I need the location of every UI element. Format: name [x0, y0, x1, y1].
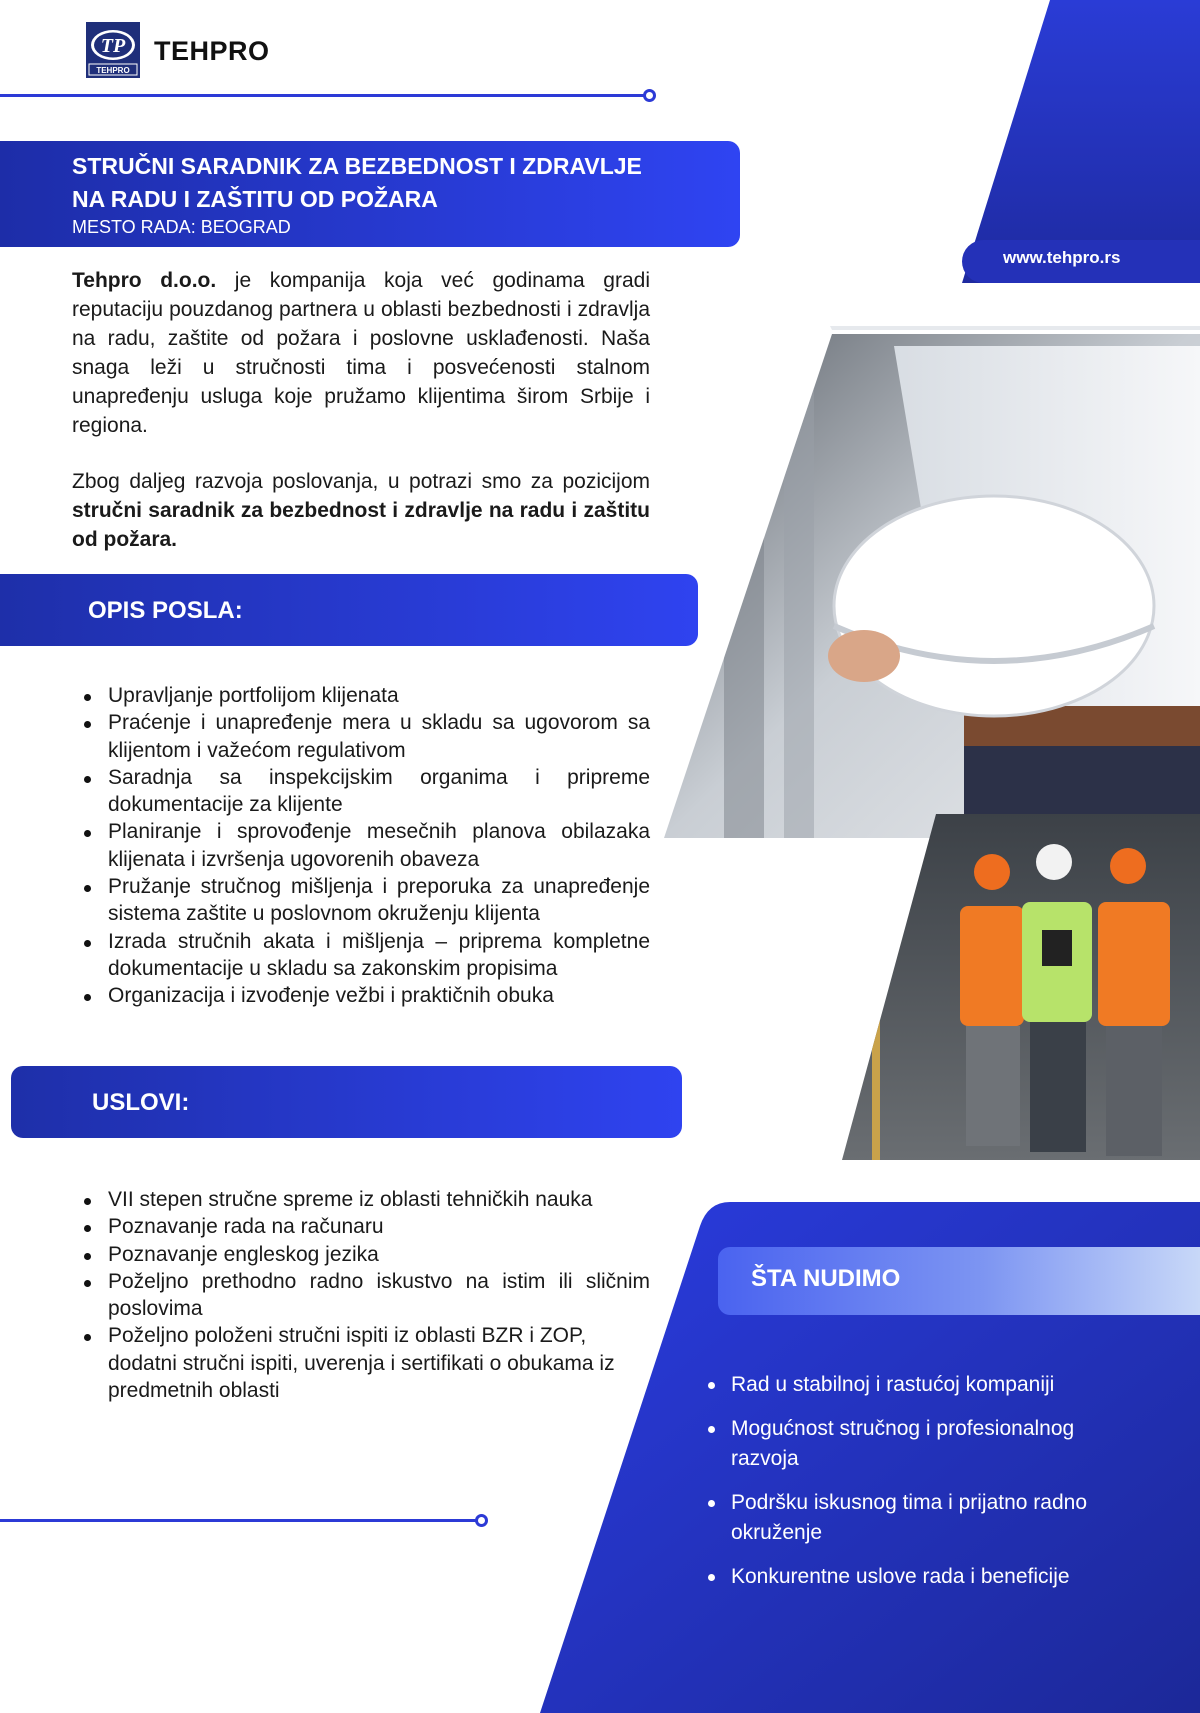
intro-text: je kompanija koja već godinama gradi reputaciju pouzdanog partnera u oblasti bezbednosti i zdravlja na radu, zaštite od požara i poslovne usklađenosti. Naša snaga leži u stručnosti tima i posvećenosti stalnom unapređenju usluga koje pružamo klijentima širom Srbije i regiona. — [72, 269, 650, 437]
list-item: Poznavanje rada na računaru — [84, 1213, 650, 1240]
offer-heading: ŠTA NUDIMO — [751, 1265, 901, 1292]
svg-text:TP: TP — [100, 35, 126, 57]
search-paragraph — [72, 467, 650, 554]
company-name: Tehpro d.o.o. — [72, 269, 217, 292]
list-item: Mogućnost stručnog i profesionalnog razvoja — [708, 1414, 1128, 1474]
website-link[interactable]: www.tehpro.rs — [1003, 248, 1121, 267]
footer-divider — [0, 1519, 478, 1522]
position-name: stručni saradnik za bezbednost i zdravlje na radu i zaštitu od požara. — [72, 499, 650, 551]
list-item: Podršku iskusnog tima i prijatno radno okruženje — [708, 1488, 1128, 1548]
list-item: Konkurentne uslove rada i beneficije — [708, 1562, 1128, 1592]
offer-list — [708, 1370, 1128, 1606]
list-item: Poželjno prethodno radno iskustvo na istim ili sličnim poslovima — [84, 1268, 650, 1323]
list-item: Rad u stabilnoj i rastućoj kompaniji — [708, 1370, 1128, 1400]
header-divider — [0, 94, 644, 97]
list-item: Upravljanje portfolijom klijenata — [84, 682, 650, 709]
job-description-heading: OPIS POSLA: — [88, 597, 243, 624]
job-location: MESTO RADA: BEOGRAD — [72, 217, 291, 237]
header-divider-dot — [643, 89, 656, 102]
job-description-list — [84, 682, 650, 1010]
job-title-line2: NA RADU I ZAŠTITU OD POŽARA — [72, 186, 438, 212]
tehpro-logo — [86, 22, 140, 78]
list-item: Izrada stručnih akata i mišljenja – priprema kompletne dokumentacije u skladu sa zakonskim propisima — [84, 928, 650, 983]
intro-paragraph — [72, 266, 650, 440]
list-item: Planiranje i sprovođenje mesečnih planova obilazaka klijenata i izvršenja ugovorenih obaveza — [84, 818, 650, 873]
list-item: VII stepen stručne spreme iz oblasti tehničkih nauka — [84, 1186, 650, 1213]
workers-site-photo — [832, 806, 1200, 1170]
list-item: Poželjno položeni stručni ispiti iz oblasti BZR i ZOP, dodatni stručni ispiti, uverenja i sertifikati o obukama iz predmetnih oblasti — [84, 1322, 650, 1404]
list-item: Pružanje stručnog mišljenja i preporuka za unapređenje sistema zaštite u poslovnom okruženju klijenta — [84, 873, 650, 928]
requirements-heading: USLOVI: — [92, 1089, 190, 1116]
list-item: Organizacija i izvođenje vežbi i praktičnih obuka — [84, 982, 650, 1009]
job-title-line1: STRUČNI SARADNIK ZA BEZBEDNOST I ZDRAVLJE — [72, 153, 642, 179]
footer-divider-dot — [475, 1514, 488, 1527]
list-item: Saradnja sa inspekcijskim organima i pripreme dokumentacije za klijente — [84, 764, 650, 819]
engineer-helmet-photo — [664, 326, 1200, 838]
search-text: Zbog daljeg razvoja poslovanja, u potrazi smo za pozicijom — [72, 470, 650, 493]
list-item: Praćenje i unapređenje mera u skladu sa ugovorom sa klijentom i važećom regulativom — [84, 709, 650, 764]
list-item: Poznavanje engleskog jezika — [84, 1241, 650, 1268]
svg-text:TEHPRO: TEHPRO — [96, 66, 130, 75]
brand-name: TEHPRO — [154, 36, 270, 66]
